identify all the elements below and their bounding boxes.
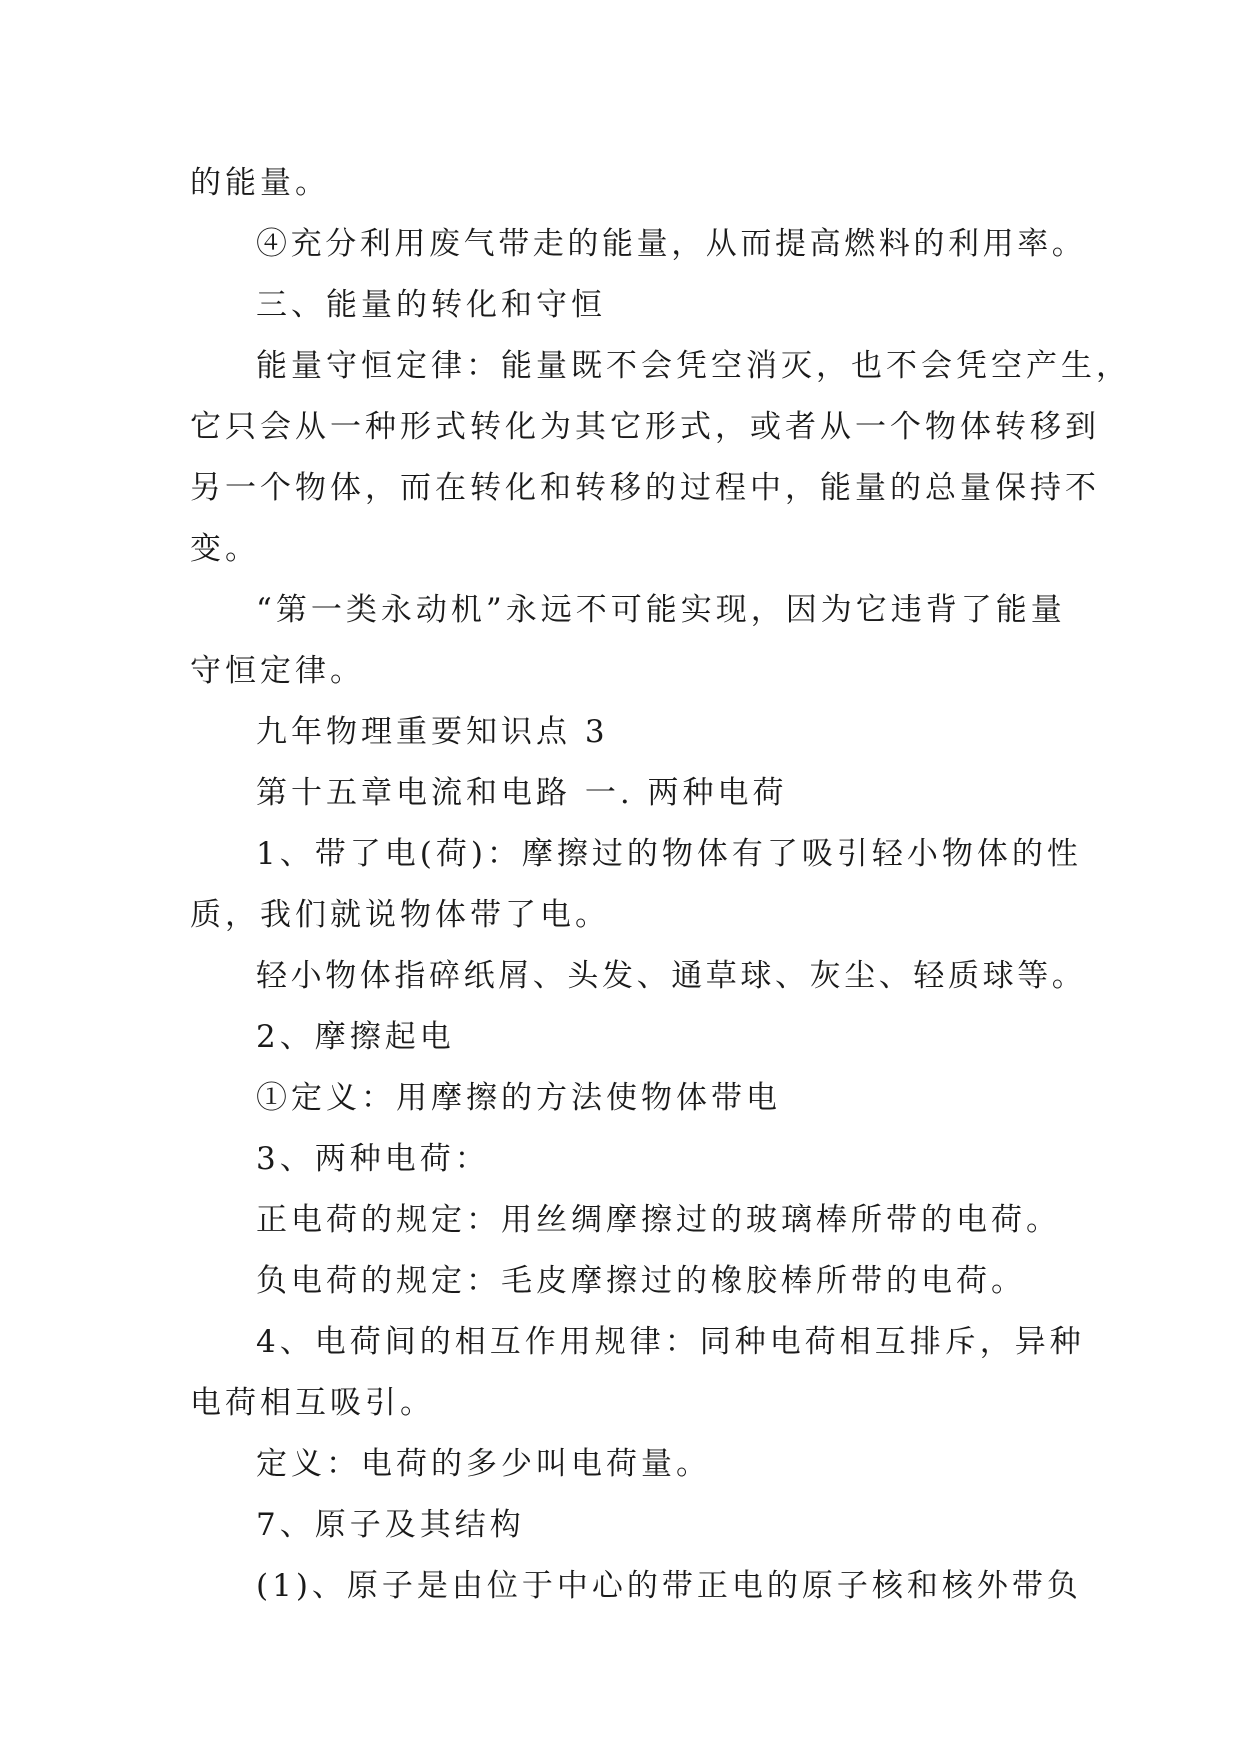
text-line: 的能量。 <box>190 165 330 201</box>
text-line: 电荷相互吸引。 <box>190 1385 435 1421</box>
section-heading: 三、能量的转化和守恒 <box>256 287 606 323</box>
text-line: 7、原子及其结构 <box>256 1507 525 1543</box>
text-line: (1)、原子是由位于中心的带正电的原子核和核外带负 <box>256 1568 1082 1604</box>
text-line: 正电荷的规定：用丝绸摩擦过的玻璃棒所带的电荷。 <box>256 1202 1061 1238</box>
text-line: “第一类永动机”永远不可能实现，因为它违背了能量 <box>256 592 1066 628</box>
text-line: ①定义：用摩擦的方法使物体带电 <box>256 1080 781 1116</box>
text-line: 质，我们就说物体带了电。 <box>190 897 610 933</box>
section-heading: 九年物理重要知识点 3 <box>256 714 609 750</box>
text-line: ④充分利用废气带走的能量，从而提高燃料的利用率。 <box>256 226 1087 262</box>
text-line: 变。 <box>190 531 260 567</box>
text-line: 轻小物体指碎纸屑、头发、通草球、灰尘、轻质球等。 <box>256 958 1087 994</box>
text-line: 另一个物体，而在转化和转移的过程中，能量的总量保持不 <box>190 470 1100 506</box>
text-line: 守恒定律。 <box>190 653 365 689</box>
text-line: 能量守恒定律：能量既不会凭空消灭，也不会凭空产生， <box>256 348 1131 384</box>
text-line: 1、带了电(荷)：摩擦过的物体有了吸引轻小物体的性 <box>256 836 1082 872</box>
chapter-heading: 第十五章电流和电路 一. 两种电荷 <box>256 775 788 811</box>
text-line: 3、两种电荷： <box>256 1141 490 1177</box>
text-line: 它只会从一种形式转化为其它形式，或者从一个物体转移到 <box>190 409 1100 445</box>
text-line: 定义：电荷的多少叫电荷量。 <box>256 1446 711 1482</box>
text-line: 2、摩擦起电 <box>256 1019 455 1055</box>
text-line: 负电荷的规定：毛皮摩擦过的橡胶棒所带的电荷。 <box>256 1263 1026 1299</box>
text-line: 4、电荷间的相互作用规律：同种电荷相互排斥，异种 <box>256 1324 1085 1360</box>
